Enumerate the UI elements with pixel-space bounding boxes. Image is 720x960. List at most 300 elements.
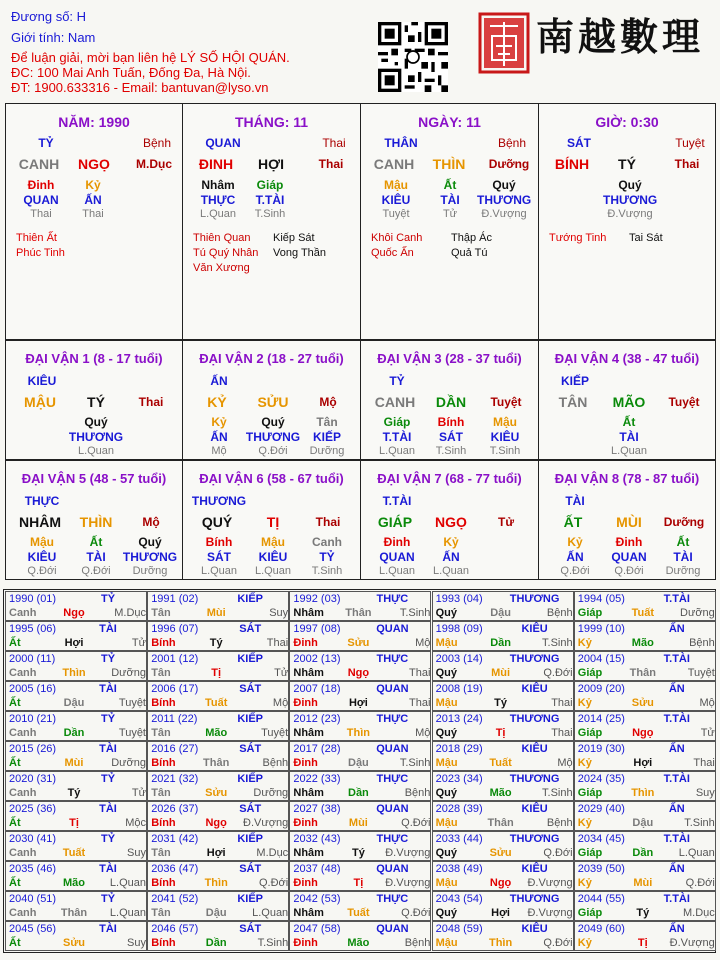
dv-hidden-god: QUAN xyxy=(379,550,415,564)
year-stem: Quý xyxy=(435,667,457,679)
year-stage: Đ.Vượng xyxy=(527,877,573,889)
star-right: Thập Ác xyxy=(451,232,492,244)
year-cell xyxy=(5,921,147,951)
year-branch: Tý xyxy=(67,787,81,799)
year-stem: Quý xyxy=(435,607,457,619)
year-label: 2007 (18) xyxy=(293,683,341,695)
year-god: ẤN xyxy=(668,743,685,755)
year-stage: Mộ xyxy=(272,697,289,709)
year-label: 1994 (05) xyxy=(577,593,625,605)
year-god: TỶ xyxy=(100,593,116,605)
year-god: KIẾP xyxy=(237,893,264,905)
year-god: THỰC xyxy=(376,833,409,845)
dv-hidden-stage: L.Quan xyxy=(77,445,115,457)
year-cell xyxy=(289,591,431,621)
year-stem: Bính xyxy=(151,877,176,889)
year-cell xyxy=(574,801,716,831)
year-cell xyxy=(432,621,574,651)
dv-god: TÀI xyxy=(565,494,585,508)
year-god: QUAN xyxy=(376,623,409,635)
pillar-1 xyxy=(5,103,183,340)
year-branch: Thìn xyxy=(346,727,370,739)
year-branch: Mùi xyxy=(64,757,84,769)
hidden-stage: Đ.Vượng xyxy=(607,208,653,220)
year-stage: Đ.Vượng xyxy=(527,907,573,919)
dv-stage: Thai xyxy=(138,395,164,409)
dv-god: KIẾP xyxy=(560,374,589,388)
header xyxy=(0,0,720,100)
year-cell xyxy=(147,891,289,921)
year-stage: M.Dục xyxy=(683,907,715,919)
dai-van-2 xyxy=(182,340,361,460)
dv-hidden-god: THƯƠNG xyxy=(245,430,301,444)
year-stem: Tân xyxy=(151,667,171,679)
year-label: 2013 (24) xyxy=(435,713,483,725)
year-stem: Canh xyxy=(9,907,37,919)
year-god: QUAN xyxy=(376,923,409,935)
year-branch: Dậu xyxy=(205,907,227,919)
dv-stage: Mộ xyxy=(319,395,337,409)
year-branch: Hợi xyxy=(64,637,84,649)
hidden-stem: Kỷ xyxy=(85,178,101,192)
pillar-title: NĂM: 1990 xyxy=(58,114,130,130)
year-cell xyxy=(5,741,147,771)
year-stem: Đinh xyxy=(293,937,318,949)
dv-hidden-god: KIÊU xyxy=(27,550,57,564)
year-branch: Dần xyxy=(632,847,654,859)
top-stage: Bệnh xyxy=(142,136,172,150)
year-stem: Đinh xyxy=(293,877,318,889)
dv-hidden-stem: Mậu xyxy=(261,535,285,549)
year-cell xyxy=(289,921,431,951)
year-god: THƯƠNG xyxy=(509,773,560,785)
year-cell xyxy=(289,651,431,681)
dv-hidden-god: KIẾP xyxy=(312,430,341,444)
year-stage: Suy xyxy=(127,847,146,859)
dv-stage: Mộ xyxy=(142,515,160,529)
year-stem: Quý xyxy=(435,787,457,799)
year-label: 2015 (26) xyxy=(9,743,57,755)
year-cell xyxy=(432,891,574,921)
year-cell xyxy=(147,681,289,711)
hidden-stage: L.Quan xyxy=(199,208,237,220)
year-stage: Mộ xyxy=(557,757,573,769)
dv-hidden-stage: Dưỡng xyxy=(309,445,345,457)
dv-stem: GIÁP xyxy=(377,514,413,530)
year-god: KIÊU xyxy=(521,863,548,875)
year-label: 2024 (35) xyxy=(577,773,625,785)
year-god: THƯƠNG xyxy=(509,833,560,845)
dai-van-title: ĐẠI VẬN 1 (8 - 17 tuổi) xyxy=(25,351,163,366)
year-label: 2023 (34) xyxy=(435,773,483,785)
year-stage: Thai xyxy=(408,667,431,679)
year-god: SÁT xyxy=(239,803,262,815)
year-label: 2018 (29) xyxy=(435,743,483,755)
year-stage: Q.Đới xyxy=(685,877,715,889)
year-god: TÀI xyxy=(99,923,117,935)
year-god: TÀI xyxy=(99,863,117,875)
year-stage: Q.Đới xyxy=(543,847,573,859)
year-god: ẤN xyxy=(668,683,685,695)
year-branch: Sửu xyxy=(489,847,512,859)
dv-stage: Tuyệt xyxy=(490,395,522,409)
year-branch: Tý xyxy=(209,637,223,649)
year-label: 2022 (33) xyxy=(293,773,341,785)
year-stem: Tân xyxy=(151,787,171,799)
hidden-god: THỰC xyxy=(200,193,236,207)
year-branch: Dậu xyxy=(348,757,369,769)
year-stage: Suy xyxy=(127,937,146,949)
dv-stage: Dưỡng xyxy=(663,515,705,529)
year-label: 1995 (06) xyxy=(9,623,57,635)
qr-code-icon xyxy=(378,22,448,92)
dv-hidden-god: THƯƠNG xyxy=(122,550,178,564)
dai-van-5 xyxy=(5,460,183,580)
year-god: THƯƠNG xyxy=(509,593,560,605)
year-label: 2045 (56) xyxy=(9,923,57,935)
year-cell xyxy=(5,651,147,681)
year-cell xyxy=(432,681,574,711)
dv-hidden-stem: Tân xyxy=(316,415,338,429)
year-label: 2025 (36) xyxy=(9,803,57,815)
year-stem: Quý xyxy=(435,907,457,919)
year-cell xyxy=(432,801,574,831)
year-cell xyxy=(432,921,574,951)
dv-hidden-god: ẤN xyxy=(210,430,228,444)
year-stage: Đ.Vượng xyxy=(385,847,431,859)
year-branch: Ngọ xyxy=(205,817,227,829)
year-label: 2010 (21) xyxy=(9,713,57,725)
dv-hidden-stage: Q.Đới xyxy=(27,565,57,577)
year-god: QUAN xyxy=(376,683,409,695)
year-god: ẤN xyxy=(668,623,685,635)
year-god: SÁT xyxy=(239,863,262,875)
stem: CANH xyxy=(373,156,415,172)
year-stage: Đ.Vượng xyxy=(385,877,431,889)
dv-hidden-stage: Q.Đới xyxy=(258,445,288,457)
dv-hidden-stage: L.Quan xyxy=(432,565,470,577)
year-stage: T.Sinh xyxy=(257,937,289,949)
dv-hidden-god: ẤN xyxy=(442,550,460,564)
year-stem: Nhâm xyxy=(293,607,324,619)
gender: Giới tính: Nam xyxy=(11,30,96,45)
hidden-stem: Nhâm xyxy=(201,178,235,192)
year-stem: Mậu xyxy=(435,877,458,889)
top-god: TỶ xyxy=(38,136,54,150)
year-god: TỶ xyxy=(100,773,116,785)
year-label: 2049 (60) xyxy=(577,923,625,935)
year-cell xyxy=(432,771,574,801)
year-god: SÁT xyxy=(239,623,262,635)
hidden-god: QUAN xyxy=(23,193,59,207)
year-stage: Tuyệt xyxy=(118,727,146,739)
year-branch: Mão xyxy=(489,787,512,799)
year-stage: Tử xyxy=(274,667,289,679)
dv-hidden-god: TÀI xyxy=(86,550,106,564)
dv-branch: TỊ xyxy=(266,514,280,530)
year-stem: Canh xyxy=(9,667,37,679)
year-cell xyxy=(147,921,289,951)
year-cell xyxy=(432,651,574,681)
yearly-luck-grid xyxy=(3,589,716,953)
year-stage: T.Sinh xyxy=(542,637,573,649)
year-god: T.TÀI xyxy=(663,593,690,605)
dv-hidden-stem: Quý xyxy=(261,415,285,429)
year-label: 1998 (09) xyxy=(435,623,483,635)
year-stage: Thai xyxy=(551,697,573,709)
dv-hidden-god: SÁT xyxy=(439,430,463,444)
hidden-god: ẤN xyxy=(84,193,102,207)
star-right: Tai Sát xyxy=(629,232,663,244)
year-label: 1991 (02) xyxy=(151,593,199,605)
year-label: 2039 (50) xyxy=(577,863,625,875)
year-god: THỰC xyxy=(376,653,409,665)
year-god: KIÊU xyxy=(521,803,548,815)
year-stage: Mộ xyxy=(415,727,431,739)
year-stage: Thai xyxy=(408,697,431,709)
year-stem: Quý xyxy=(435,847,457,859)
year-stem: Tân xyxy=(151,907,171,919)
hidden-stem: Quý xyxy=(618,178,642,192)
year-cell xyxy=(574,831,716,861)
year-cell xyxy=(147,621,289,651)
year-branch: Mùi xyxy=(348,817,368,829)
top-stage: Tuyệt xyxy=(675,136,705,150)
top-stage: Thai xyxy=(322,136,346,150)
dv-hidden-stage: Dưỡng xyxy=(132,565,168,577)
year-cell xyxy=(432,831,574,861)
top-god: QUAN xyxy=(205,136,241,150)
year-cell xyxy=(574,861,716,891)
contact-note: Để luận giải, mời bạn liên hệ LÝ SỐ HỘI QUÁN. xyxy=(11,50,290,65)
year-label: 2012 (23) xyxy=(293,713,341,725)
year-label: 2026 (37) xyxy=(151,803,199,815)
year-stage: Bệnh xyxy=(404,787,431,799)
year-cell xyxy=(289,771,431,801)
year-god: T.TÀI xyxy=(663,893,690,905)
year-branch: Dần xyxy=(490,637,511,649)
year-cell xyxy=(147,801,289,831)
star-left: Quốc Ấn xyxy=(371,247,414,259)
dai-van-title: ĐẠI VẬN 7 (68 - 77 tuổi) xyxy=(377,471,522,486)
dv-hidden-stem: Quý xyxy=(138,535,162,549)
year-label: 2033 (44) xyxy=(435,833,483,845)
year-stage: Tử xyxy=(700,727,715,739)
year-branch: Tị xyxy=(495,727,506,739)
year-label: 2043 (54) xyxy=(435,893,483,905)
year-stem: Kỷ xyxy=(577,637,592,649)
year-stage: Dưỡng xyxy=(111,667,146,679)
year-label: 2019 (30) xyxy=(577,743,625,755)
year-cell xyxy=(147,711,289,741)
hidden-stem: Giáp xyxy=(256,178,284,192)
hidden-stem: Mậu xyxy=(384,178,408,192)
year-god: KIẾP xyxy=(237,773,264,785)
year-stem: Giáp xyxy=(577,607,603,619)
year-stem: Kỷ xyxy=(577,757,592,769)
dv-god: ẤN xyxy=(210,374,228,388)
phone-email: ĐT: 1900.633316 - Email: bantuvan@lyso.vn xyxy=(11,80,269,95)
hidden-god: THƯƠNG xyxy=(477,193,532,207)
year-label: 2046 (57) xyxy=(151,923,199,935)
year-cell xyxy=(574,621,716,651)
year-stem: Canh xyxy=(9,847,37,859)
dv-hidden-stem: Bính xyxy=(205,535,233,549)
year-branch: Tý xyxy=(351,847,365,859)
hidden-stage: Đ.Vượng xyxy=(481,208,527,220)
year-god: SÁT xyxy=(239,923,262,935)
year-cell xyxy=(5,861,147,891)
year-stage: Bệnh xyxy=(546,607,573,619)
star-left: Văn Xương xyxy=(193,262,250,274)
year-stage: L.Quan xyxy=(109,877,146,889)
year-stage: Thai xyxy=(551,727,573,739)
top-god: SÁT xyxy=(567,136,591,150)
year-branch: Thân xyxy=(203,757,230,769)
year-stage: Bệnh xyxy=(689,637,715,649)
stem: CANH xyxy=(18,156,60,172)
year-stem: Giáp xyxy=(577,847,603,859)
dv-hidden-stem: Kỷ xyxy=(567,535,583,549)
year-branch: Sửu xyxy=(631,697,654,709)
year-branch: Mùi xyxy=(633,877,653,889)
year-god: TÀI xyxy=(99,803,117,815)
year-stage: M.Dục xyxy=(256,847,289,859)
year-god: THỰC xyxy=(376,893,409,905)
year-cell xyxy=(289,891,431,921)
year-branch: Ngọ xyxy=(632,727,654,739)
year-branch: Tuất xyxy=(489,757,512,769)
year-cell xyxy=(5,831,147,861)
year-label: 2028 (39) xyxy=(435,803,483,815)
year-stage: Tử xyxy=(131,787,146,799)
address: ĐC: 100 Mai Anh Tuấn, Đống Đa, Hà Nội. xyxy=(11,65,251,80)
year-god: THỰC xyxy=(376,593,409,605)
pillar-2 xyxy=(182,103,361,340)
year-stem: Tân xyxy=(151,607,171,619)
year-stage: T.Sinh xyxy=(684,817,715,829)
dv-hidden-stage: L.Quan xyxy=(610,445,648,457)
year-label: 1992 (03) xyxy=(293,593,341,605)
year-cell xyxy=(147,861,289,891)
year-god: THƯƠNG xyxy=(509,653,560,665)
year-label: 2044 (55) xyxy=(577,893,625,905)
year-stem: Đinh xyxy=(293,697,318,709)
year-stage: Tuyệt xyxy=(261,727,289,739)
year-god: KIÊU xyxy=(521,743,548,755)
owner-name: Đương số: H xyxy=(11,9,87,24)
dai-van-6 xyxy=(182,460,361,580)
year-label: 2041 (52) xyxy=(151,893,199,905)
hidden-stage: Thai xyxy=(30,208,52,220)
pillar-4 xyxy=(538,103,716,340)
year-god: KIÊU xyxy=(521,923,548,935)
dv-hidden-stem: Mậu xyxy=(30,535,54,549)
year-branch: Hợi xyxy=(348,697,368,709)
year-stem: Nhâm xyxy=(293,787,324,799)
year-label: 2011 (22) xyxy=(151,713,198,725)
year-stem: Tân xyxy=(151,847,171,859)
year-stage: Mộ xyxy=(415,637,431,649)
year-stage: Đ.Vượng xyxy=(243,817,289,829)
year-stem: Mậu xyxy=(435,637,458,649)
year-stage: Bệnh xyxy=(262,757,289,769)
year-stem: Đinh xyxy=(293,637,318,649)
year-label: 2032 (43) xyxy=(293,833,341,845)
year-god: SÁT xyxy=(239,683,262,695)
year-god: KIẾP xyxy=(237,653,264,665)
year-stem: Kỷ xyxy=(577,817,592,829)
dai-van-title: ĐẠI VẬN 5 (48 - 57 tuổi) xyxy=(21,471,167,486)
year-branch: Tuất xyxy=(62,847,86,859)
dv-hidden-stage: T.Sinh xyxy=(435,445,467,457)
pillar-title: GIỜ: 0:30 xyxy=(595,114,659,130)
year-cell xyxy=(147,831,289,861)
year-branch: Mùi xyxy=(206,607,226,619)
star-left: Thiên Ất xyxy=(16,232,57,244)
year-god: ẤN xyxy=(668,863,685,875)
year-stage: Thai xyxy=(693,757,715,769)
hidden-god: KIÊU xyxy=(381,193,411,207)
year-branch: Ngọ xyxy=(347,667,370,679)
year-stage: Mộ xyxy=(699,697,715,709)
branch: NGỌ xyxy=(78,156,110,172)
hidden-stage: T.Sinh xyxy=(254,208,286,220)
year-cell xyxy=(147,651,289,681)
year-god: THƯƠNG xyxy=(509,893,560,905)
dv-god: KIÊU xyxy=(27,374,57,388)
dv-stem: CANH xyxy=(374,394,416,410)
dv-hidden-stage: Mộ xyxy=(211,445,227,457)
dv-hidden-stage: L.Quan xyxy=(378,565,416,577)
year-stage: T.Sinh xyxy=(399,607,431,619)
year-stem: Mậu xyxy=(435,697,458,709)
year-label: 2031 (42) xyxy=(151,833,199,845)
year-god: SÁT xyxy=(239,743,262,755)
year-stem: Ất xyxy=(9,697,21,709)
year-label: 2037 (48) xyxy=(293,863,341,875)
year-stage: Tử xyxy=(131,637,146,649)
dv-hidden-stem: Bính xyxy=(437,415,465,429)
star-left: Tướng Tinh xyxy=(549,232,607,244)
hidden-god: THƯƠNG xyxy=(603,193,658,207)
dai-van-1 xyxy=(5,340,183,460)
year-god: TỶ xyxy=(100,893,116,905)
dai-van-title: ĐẠI VẬN 6 (58 - 67 tuổi) xyxy=(199,471,344,486)
dai-van-8 xyxy=(538,460,716,580)
year-label: 2040 (51) xyxy=(9,893,57,905)
dv-stage: Tử xyxy=(497,515,515,529)
year-stage: L.Quan xyxy=(109,907,146,919)
year-cell xyxy=(289,831,431,861)
year-cell xyxy=(574,891,716,921)
year-label: 2014 (25) xyxy=(577,713,625,725)
year-stem: Nhâm xyxy=(293,667,324,679)
year-stage: Q.Đới xyxy=(258,877,289,889)
dv-branch: THÌN xyxy=(79,514,113,530)
hidden-stage: Tử xyxy=(442,208,458,220)
year-stem: Mậu xyxy=(435,817,458,829)
dv-hidden-stage: Q.Đới xyxy=(560,565,590,577)
year-god: KIẾP xyxy=(237,593,264,605)
year-label: 1997 (08) xyxy=(293,623,341,635)
year-label: 2003 (14) xyxy=(435,653,483,665)
year-god: THỰC xyxy=(376,713,409,725)
year-branch: Dần xyxy=(348,787,369,799)
year-cell xyxy=(5,771,147,801)
year-label: 2034 (45) xyxy=(577,833,625,845)
year-stage: T.Sinh xyxy=(399,757,431,769)
